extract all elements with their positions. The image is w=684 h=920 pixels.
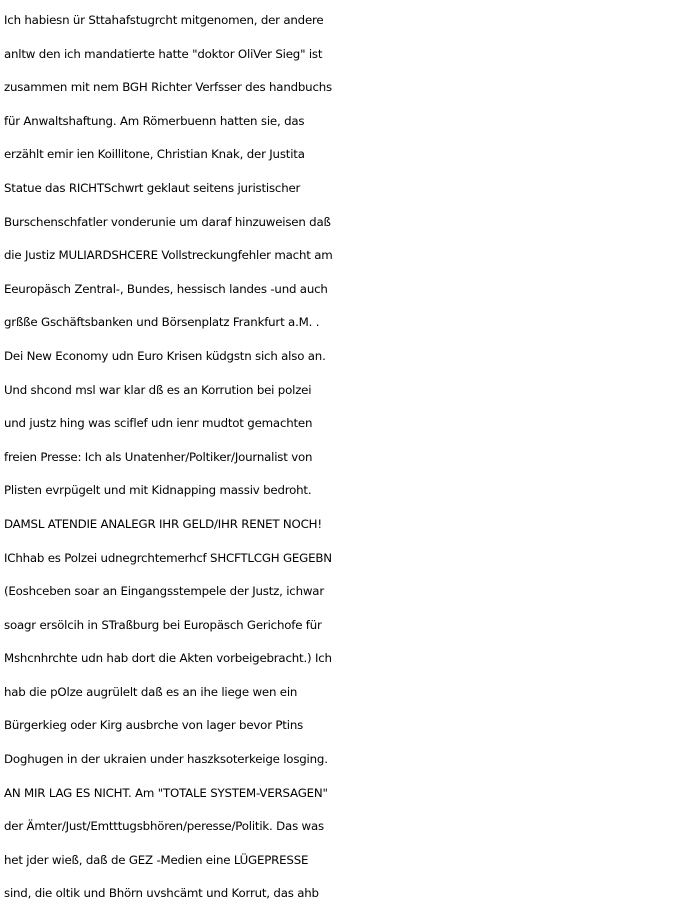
text-line: AN MIR LAG ES NICHT. Am "TOTALE SYSTEM-VERSAGEN"	[4, 785, 328, 800]
text-line: die Justiz MULIARDSHCERE Vollstreckungfehler macht am	[4, 248, 333, 263]
text-line: DAMSL ATENDIE ANALEGR IHR GELD/IHR RENET NOCH!	[4, 516, 322, 531]
text-line: Plisten evrpügelt und mit Kidnapping massiv bedroht.	[4, 483, 312, 498]
text-line: für Anwaltshaftung. Am Römerbuenn hatten sie, das	[4, 113, 305, 128]
text-line: sind, die oltik und Bhörn uvshcämt und Korrut, das ahb	[4, 886, 319, 901]
text-line: der Ämter/Just/Emtttugsbhören/peresse/Politik. Das was	[4, 819, 324, 834]
text-line: Statue das RICHTSchwrt geklaut seitens juristischer	[4, 180, 301, 195]
text-line: und justz hing was sciflef udn ienr mudtot gemachten	[4, 416, 313, 431]
text-line: IChhab es Polzei udnegrchtemerhcf SHCFTLCGH GEGEBN	[4, 550, 332, 565]
text-line: het jder wieß, daß de GEZ -Medien eine LÜGEPRESSE	[4, 852, 309, 867]
text-line: Und shcond msl war klar dß es an Korrution bei polzei	[4, 382, 312, 397]
text-line: Eeuropäsch Zentral-, Bundes, hessisch landes -und auch	[4, 281, 328, 296]
text-line: grßße Gschäftsbanken und Börsenplatz Frankfurt a.M. .	[4, 315, 320, 330]
text-line: zusammen mit nem BGH Richter Verfsser des handbuchs	[4, 80, 332, 95]
text-line: Burschenschfatler vonderunie um daraf hinzuweisen daß	[4, 214, 331, 229]
text-line: freien Presse: Ich als Unatenher/Poltiker/Journalist von	[4, 449, 313, 464]
document-page	[4, 4, 684, 911]
text-line: erzählt emir ien Koillitone, Christian Knak, der Justita	[4, 147, 305, 162]
text-line: soagr ersölcih in STraßburg bei Europäsch Gerichofe für	[4, 617, 322, 632]
text-line: Ich habiesn ür Sttahafstugrcht mitgenomen, der andere	[4, 13, 324, 27]
text-line: anltw den ich mandatierte hatte "doktor OliVer Sieg" ist	[4, 46, 323, 61]
text-line: Bürgerkieg oder Kirg ausbrche von lager bevor Ptins	[4, 718, 304, 733]
text-line: hab die pOlze augrülelt daß es an ihe liege wen ein	[4, 684, 298, 699]
text-line: Mshcnhrchte udn hab dort die Akten vorbeigebracht.) Ich	[4, 651, 332, 666]
text-line: (Eoshceben soar an Eingangsstempele der Justz, ichwar	[4, 584, 324, 599]
text-line: Dei New Economy udn Euro Krisen küdgstn sich also an.	[4, 348, 326, 363]
text-line: Doghugen in der ukraien under haszksoterkeige losging.	[4, 752, 328, 767]
